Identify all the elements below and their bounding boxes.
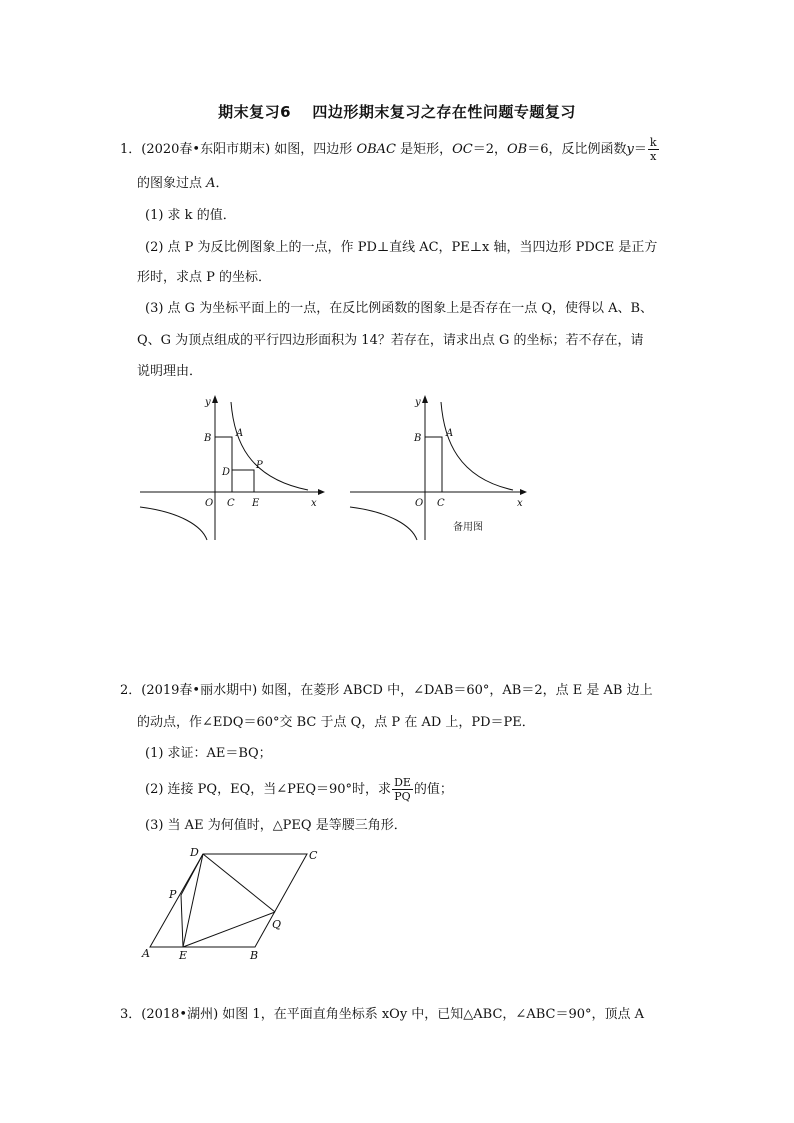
q1-figure-main: [135, 390, 335, 550]
q1-part-2: (2) 点 P 为反比例图象上的一点，作 PD⊥直线 AC，PE⊥x 轴，当四边形 PDCE 是正方: [145, 240, 658, 255]
q2-part-3: (3) 当 AE 为何值时，△PEQ 是等腰三角形．: [145, 818, 407, 833]
q1-l2a: 的图象过点: [137, 176, 207, 191]
q1-frac-num: k: [649, 136, 657, 149]
label-a: A: [142, 947, 150, 960]
segment-pd: [181, 854, 203, 895]
label-p: P: [169, 888, 177, 901]
q2-part-2: [145, 776, 453, 803]
q1-y: y: [626, 142, 634, 157]
x-arrow-icon: [318, 489, 325, 495]
y-arrow-icon: [422, 395, 428, 403]
q1-part-3: (3) 点 G 为坐标平面上的一点，在反比例函数的图象上是否存在一点 Q，使得以 A、B、: [145, 301, 654, 316]
label-p: P: [256, 460, 263, 471]
hyperbola-branch-2: [140, 507, 207, 540]
label-e: E: [252, 498, 260, 509]
rectangle-obac: [425, 437, 442, 492]
q1-obac: OBAC: [356, 142, 396, 157]
label-e: E: [179, 949, 188, 962]
label-c: C: [309, 849, 318, 862]
q1-l2c: ．: [215, 176, 229, 191]
q1-fraction: [648, 136, 659, 163]
q1-part-3-cont: Q、G 为顶点组成的平行四边形面积为 14？若存在，请求出点 G 的坐标；若不存在，请: [137, 333, 644, 348]
square-pdce: [232, 470, 254, 492]
label-y: y: [415, 397, 421, 408]
q2-fraction: [392, 776, 413, 803]
q1-part-3-cont2: 说明理由．: [137, 364, 203, 379]
segment-pe: [181, 895, 183, 947]
q2-frac-den: PQ: [394, 790, 411, 803]
label-d: D: [190, 846, 199, 859]
q2-p2-text: (2) 连接 PQ，EQ，当∠PEQ＝90°时，求: [145, 782, 392, 797]
label-q: Q: [272, 918, 282, 931]
hyperbola-branch-2: [350, 507, 417, 540]
label-b: B: [414, 433, 422, 444]
label-o: O: [415, 498, 424, 509]
q1-t4: ＝: [633, 142, 647, 157]
q2-part-1: (1) 求证：AE＝BQ；: [145, 746, 272, 761]
label-c: C: [437, 498, 445, 509]
label-y: y: [205, 397, 211, 408]
q2-figure-rhombus: [135, 840, 335, 968]
q1-t2: ＝2，: [472, 142, 508, 157]
rectangle-obac: [215, 437, 232, 492]
label-d: D: [222, 467, 231, 478]
q1-line-1: [120, 136, 660, 163]
label-a: A: [446, 428, 454, 439]
q1-part-2-cont: 形时，求点 P 的坐标．: [137, 270, 272, 285]
label-b: B: [204, 433, 212, 444]
q2-p2-tail: 的值；: [413, 782, 453, 797]
q2-line-1: 2．(2019春•丽水期中) 如图，在菱形 ABCD 中，∠DAB＝60°，AB＝2，点 E 是 AB 边上: [120, 683, 653, 698]
q1-frac-den: x: [650, 150, 657, 163]
hyperbola-branch-1: [231, 402, 308, 490]
q1-line-2: [137, 174, 229, 194]
q1-oc: OC: [452, 142, 473, 157]
spare-caption: 备用图: [453, 522, 483, 533]
label-c: C: [227, 498, 235, 509]
q2-line-2: 的动点，作∠EDQ＝60°交 BC 于点 Q，点 P 在 AD 上，PD＝PE．: [137, 715, 535, 730]
label-x: x: [517, 498, 523, 509]
hyperbola-branch-1: [441, 402, 513, 490]
segment-de: [183, 854, 203, 947]
q1-part-1: (1) 求 k 的值．: [145, 208, 236, 223]
label-o: O: [205, 498, 214, 509]
segment-dq: [203, 854, 275, 912]
page-title: 期末复习6 四边形期末复习之存在性问题专题复习: [218, 103, 576, 121]
q1-figure-spare: [345, 390, 545, 550]
label-b: B: [250, 949, 259, 962]
label-x: x: [311, 498, 317, 509]
segment-eq: [183, 912, 275, 947]
q2-frac-num: DE: [394, 776, 411, 789]
x-arrow-icon: [520, 489, 527, 495]
q1-ob: OB: [507, 142, 528, 157]
q3-line-1: 3．(2018•湖州) 如图 1，在平面直角坐标系 xOy 中，已知△ABC，∠ABC＝90°，顶点 A: [120, 1007, 645, 1022]
q1-l2b: A: [206, 176, 216, 191]
label-a: A: [236, 428, 244, 439]
q1-t1: 是矩形，: [395, 142, 453, 157]
q1-t3: ＝6，反比例函数: [527, 142, 627, 157]
q1-prefix: 1．(2020春•东阳市期末) 如图，四边形: [120, 142, 357, 157]
y-arrow-icon: [212, 395, 218, 403]
